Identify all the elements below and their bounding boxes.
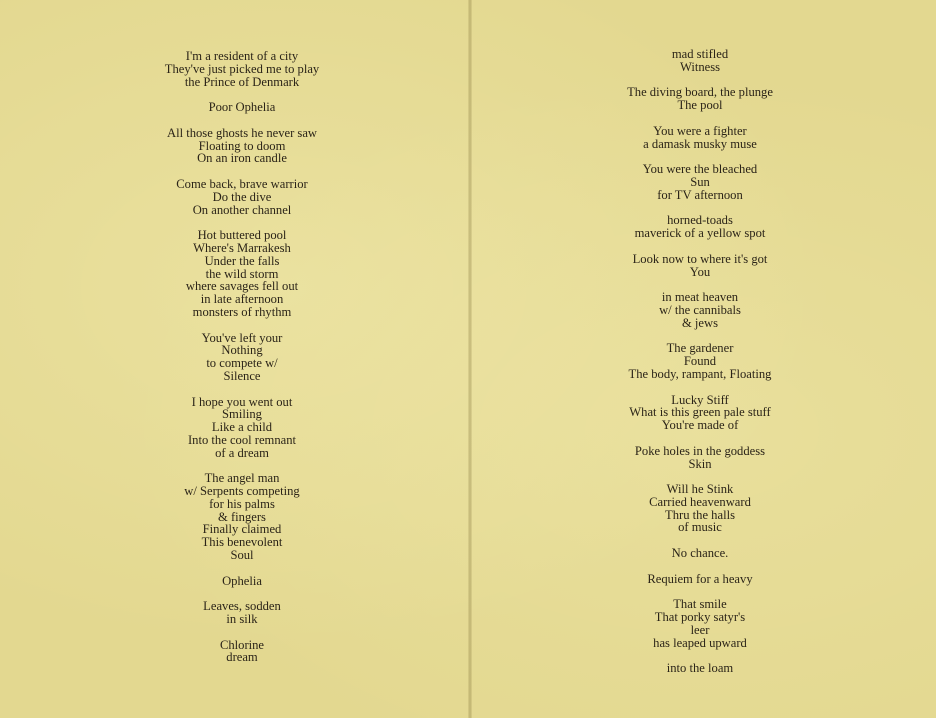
stanza: [470, 662, 930, 675]
poem-line: Carried heavenward: [649, 494, 751, 509]
stanza: [470, 214, 930, 240]
poem-line: dream: [226, 650, 258, 665]
poem-line: Into the cool remnant: [187, 432, 297, 447]
poem-line: a damask musky muse: [643, 136, 757, 151]
poem-line: Soul: [230, 548, 254, 563]
poem-line: No chance.: [671, 546, 729, 561]
poem-line: Poor Ophelia: [208, 100, 276, 115]
poem-line: Sun: [690, 174, 710, 189]
poem-line: for his palms: [209, 496, 275, 511]
poem-line: You've left your: [201, 330, 283, 345]
poem-line: Silence: [223, 368, 261, 383]
stanza: [470, 86, 930, 112]
poem-line: in silk: [226, 612, 258, 627]
poem-line: where savages fell out: [185, 279, 299, 294]
poem-line: Finally claimed: [202, 522, 282, 537]
stanza: [470, 48, 930, 74]
poem-line: Witness: [679, 59, 721, 74]
right-poem-text: [470, 48, 930, 688]
stanza: [470, 598, 930, 649]
poem-line: mad stifled: [671, 47, 729, 61]
poem-line: You're made of: [661, 418, 739, 433]
poem-line: in meat heaven: [661, 290, 739, 305]
poem-line: Will he Stink: [666, 482, 734, 497]
poem-line: The gardener: [666, 341, 734, 356]
poem-line: That porky satyr's: [654, 610, 746, 625]
poem-line: You were the bleached: [642, 162, 758, 177]
stanza: [0, 396, 484, 460]
stanza: [470, 394, 930, 432]
poem-line: for TV afternoon: [657, 187, 743, 202]
stanza: [470, 547, 930, 560]
poem-line: leer: [690, 622, 710, 637]
poem-line: Lucky Stiff: [671, 392, 729, 407]
poem-line: Like a child: [211, 420, 273, 435]
stanza: [470, 253, 930, 279]
right-page: [470, 0, 936, 718]
stanza: [0, 332, 484, 383]
poem-line: They've just picked me to play: [164, 61, 320, 76]
poem-line: has leaped upward: [653, 635, 747, 650]
poem-line: the Prince of Denmark: [184, 74, 300, 89]
poem-line: You: [689, 264, 711, 279]
poem-line: the wild storm: [205, 266, 279, 281]
poem-line: to compete w/: [206, 356, 278, 371]
poem-line: Ophelia: [222, 573, 262, 588]
poem-line: Floating to doom: [198, 138, 286, 153]
poem-line: On another channel: [192, 202, 292, 217]
poem-line: w/ the cannibals: [659, 302, 741, 317]
stanza: [470, 573, 930, 586]
poem-line: Thru the halls: [665, 507, 735, 522]
stanza: [0, 575, 484, 588]
poem-line: The angel man: [204, 471, 280, 486]
poem-line: Skin: [688, 456, 712, 471]
poem-line: Found: [683, 354, 717, 369]
poem-line: & jews: [681, 315, 719, 330]
poem-line: in late afternoon: [200, 292, 284, 307]
stanza: [0, 178, 484, 216]
poem-line: On an iron candle: [197, 151, 287, 166]
poem-line: w/ Serpents competing: [184, 484, 300, 499]
poem-line: Where's Marrakesh: [193, 240, 291, 255]
stanza: [0, 229, 484, 319]
stanza: [470, 163, 930, 201]
stanza: [470, 342, 930, 380]
stanza: [0, 127, 484, 165]
poem-line: Poke holes in the goddess: [634, 443, 766, 458]
poem-line: Chlorine: [219, 637, 265, 652]
poem-line: I hope you went out: [191, 394, 293, 409]
stanza: [0, 472, 484, 562]
poem-line: That smile: [673, 597, 727, 612]
poem-line: Come back, brave warrior: [176, 176, 308, 191]
stanza: [470, 445, 930, 471]
poem-line: This benevolent: [201, 535, 283, 550]
poem-line: Smiling: [222, 407, 262, 422]
poem-line: Hot buttered pool: [197, 228, 287, 243]
stanza: [0, 50, 484, 88]
stanza: [470, 291, 930, 329]
poem-line: Requiem for a heavy: [647, 571, 753, 586]
poem-line: Leaves, sodden: [203, 599, 281, 614]
poem-line: maverick of a yellow spot: [634, 226, 766, 241]
poem-line: Under the falls: [204, 253, 280, 268]
poem-line: of a dream: [215, 445, 269, 460]
poem-line: What is this green pale stuff: [629, 405, 771, 420]
stanza: [0, 600, 484, 626]
poem-line: The pool: [677, 98, 723, 113]
poem-line: & fingers: [218, 509, 266, 524]
left-poem-text: [0, 50, 484, 677]
poem-line: I'm a resident of a city: [185, 49, 299, 63]
stanza: [470, 483, 930, 534]
poem-line: All those ghosts he never saw: [166, 125, 318, 140]
poem-line: Look now to where it's got: [632, 251, 768, 266]
poem-line: Nothing: [221, 343, 263, 358]
poem-line: The diving board, the plunge: [627, 85, 773, 100]
stanza: [0, 101, 484, 114]
poem-line: into the loam: [666, 661, 734, 676]
stanza: [0, 639, 484, 665]
poem-line: of music: [678, 520, 722, 535]
poem-line: horned-toads: [667, 213, 733, 228]
poem-line: The body, rampant, Floating: [628, 366, 772, 381]
poem-line: You were a fighter: [653, 123, 747, 138]
poem-line: monsters of rhythm: [192, 304, 292, 319]
poem-line: Do the dive: [212, 189, 272, 204]
stanza: [470, 125, 930, 151]
